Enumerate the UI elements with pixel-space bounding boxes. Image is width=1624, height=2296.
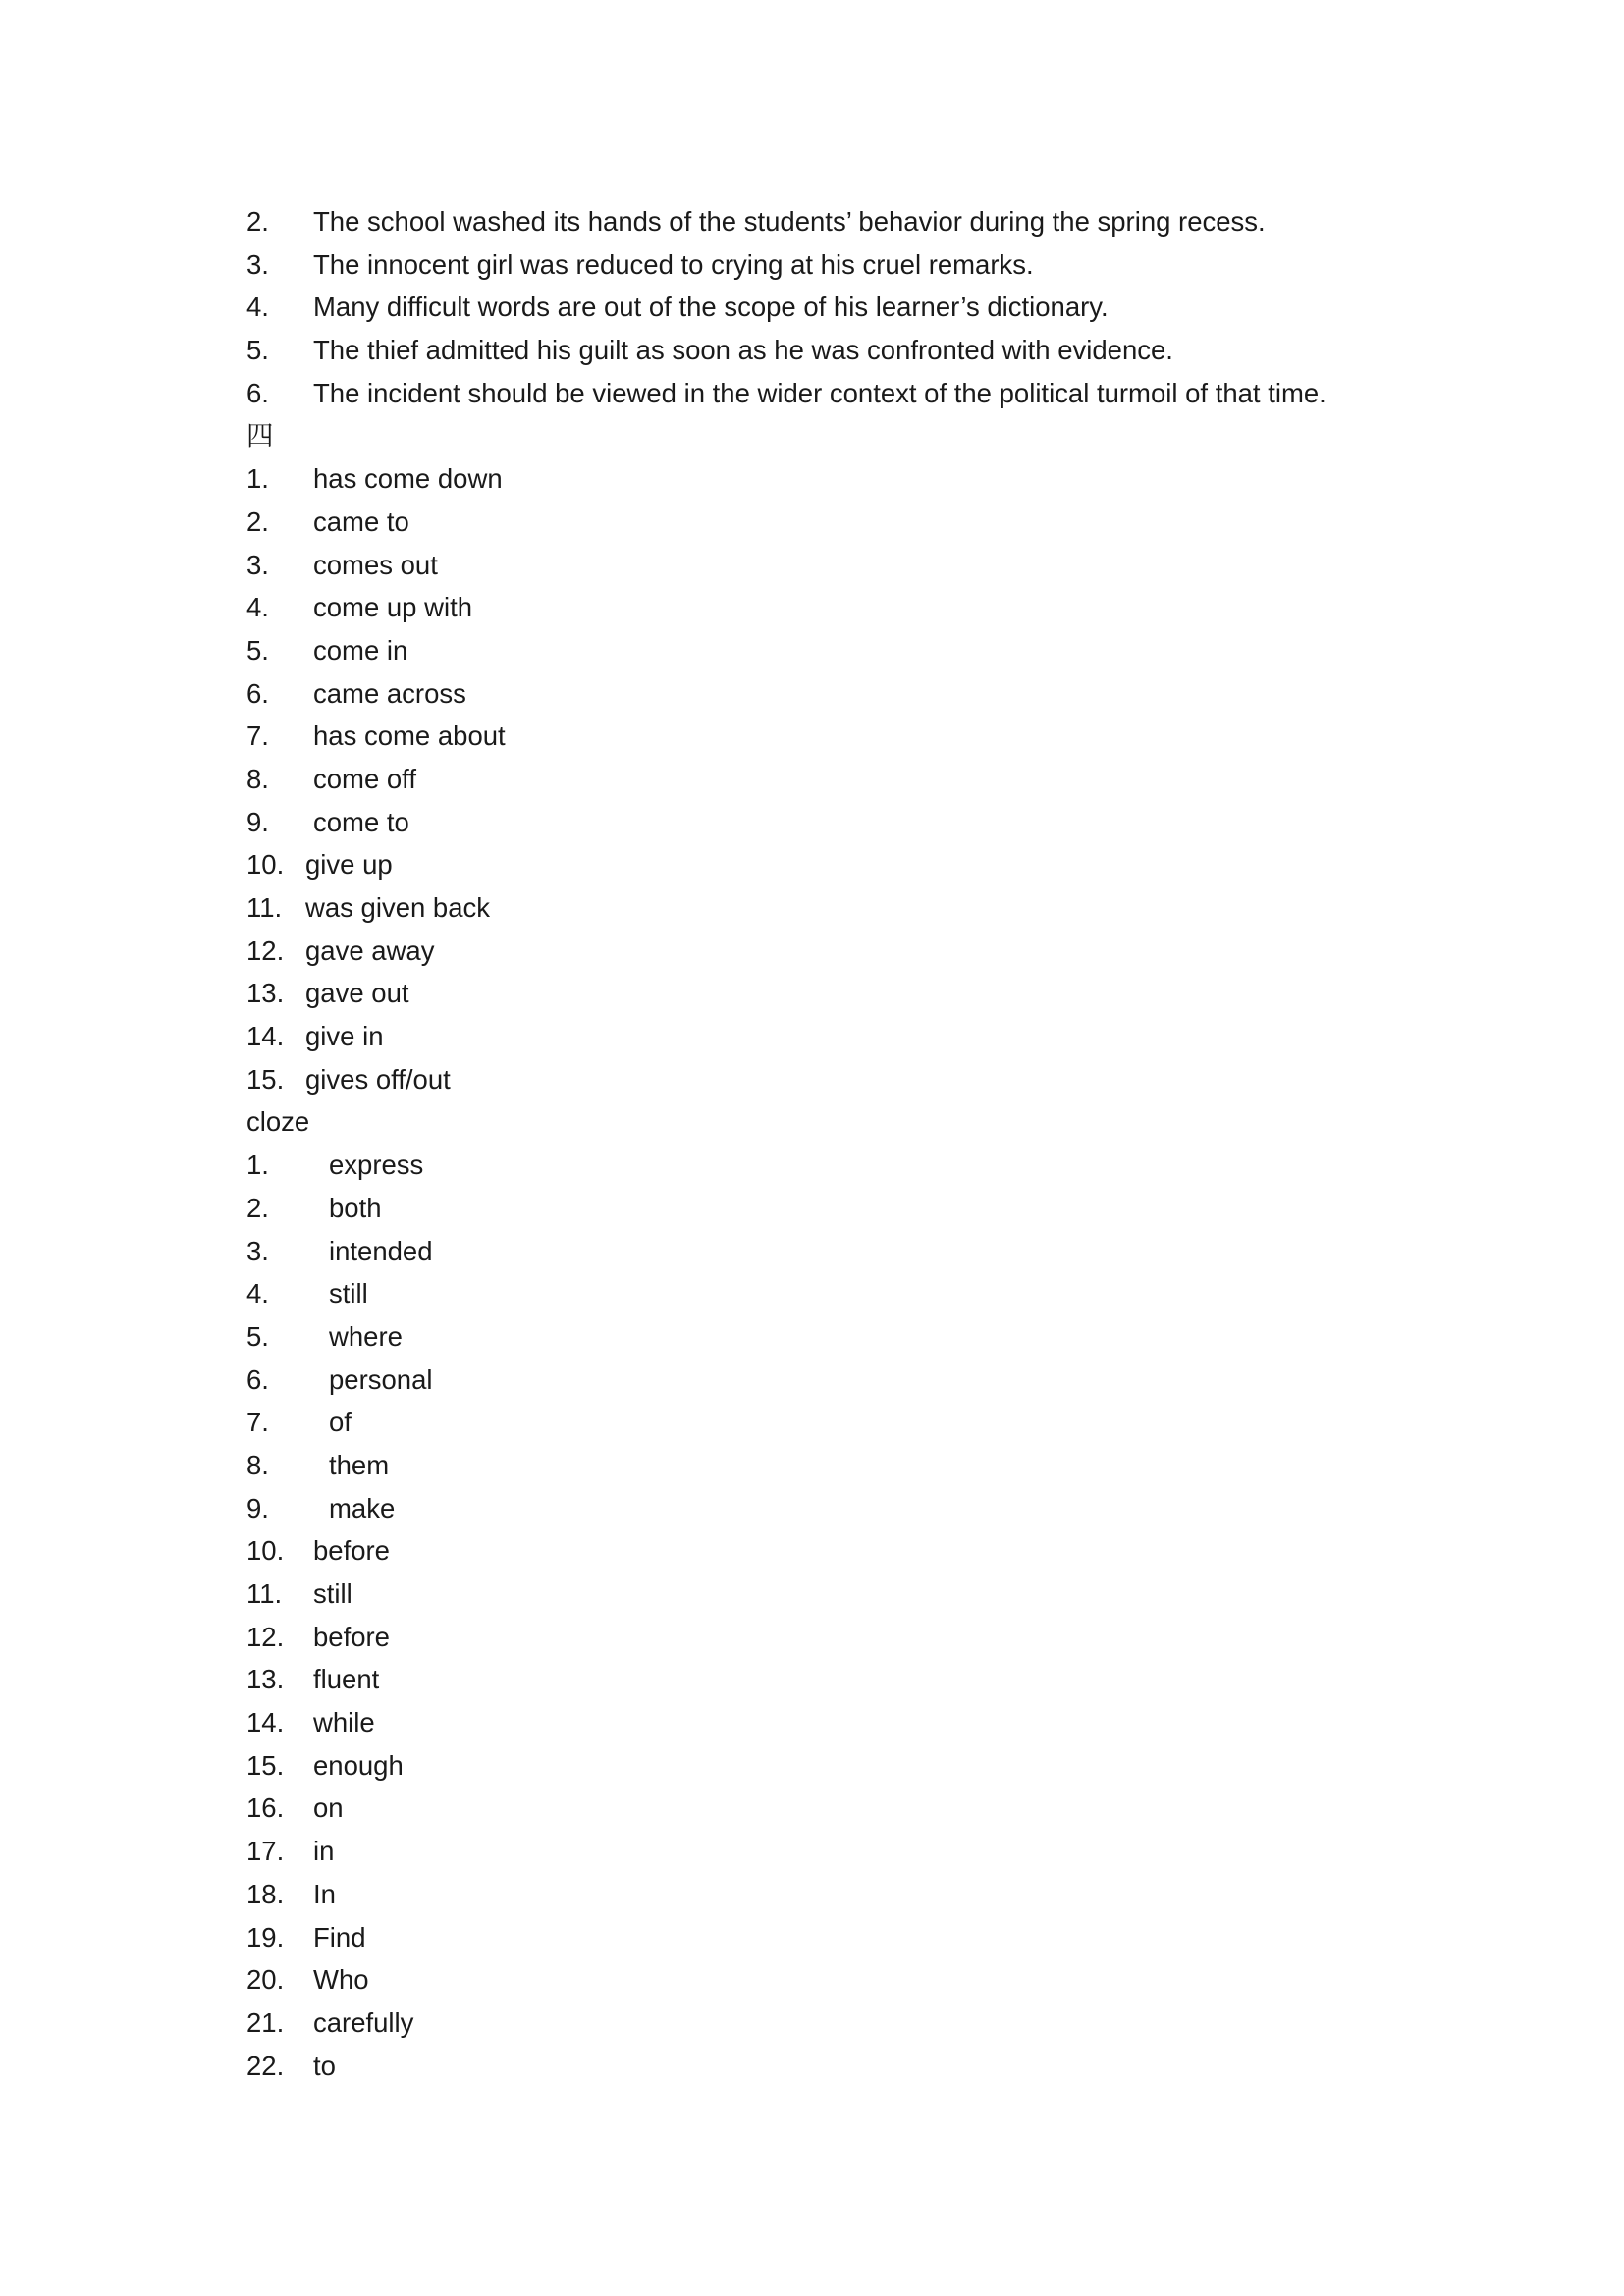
item-text: on [313,1792,344,1824]
list-item [246,1272,1474,1315]
item-text: in [313,1836,335,1867]
item-number: 12. [246,1621,285,1652]
list-item [246,243,1474,287]
item-text: before [313,1621,390,1652]
item-text: has come down [313,463,503,495]
list-item [246,1744,1474,1788]
item-text: Who [313,1964,369,1996]
item-number: 9. [246,806,269,837]
item-number: 19. [246,1921,285,1952]
list-item [246,1529,1474,1573]
list-item [246,629,1474,672]
item-number: 5. [246,634,269,666]
list-item [246,1830,1474,1873]
item-text: before [313,1535,390,1567]
item-number: 3. [246,549,269,580]
list-item [246,1873,1474,1916]
item-text: came to [313,506,409,537]
list-item [246,1701,1474,1744]
item-number: 1. [246,1149,269,1181]
item-text: fluent [313,1664,380,1695]
list-item [246,801,1474,844]
item-text: come to [313,806,409,837]
item-text: give in [305,1021,384,1052]
item-number: 12. [246,934,285,966]
item-text: carefully [313,2006,414,2038]
item-text: has come about [313,721,506,752]
item-number: 21. [246,2006,285,2038]
item-number: 22. [246,2050,285,2081]
item-text: where [329,1320,403,1352]
item-text: to [313,2050,336,2081]
list-item [246,1958,1474,2002]
item-text: was given back [305,892,491,923]
item-text: intended [329,1235,433,1266]
item-text: come off [313,763,416,794]
list-item [246,1315,1474,1359]
item-text: still [313,1578,352,1609]
item-number: 4. [246,1278,269,1309]
list-item [246,1401,1474,1444]
list-item [246,2045,1474,2088]
item-text: gave away [305,934,435,966]
item-text: In [313,1878,336,1909]
item-number: 6. [246,677,269,709]
list-item [246,1015,1474,1058]
item-number: 14. [246,1707,285,1738]
section-heading-text: cloze [246,1106,310,1138]
item-number: 7. [246,721,269,752]
list-item [246,1058,1474,1101]
list-item [246,1616,1474,1659]
list-item [246,501,1474,544]
list-item [246,286,1474,329]
item-number: 8. [246,1449,269,1480]
list-item [246,1487,1474,1530]
item-number: 15. [246,1063,285,1095]
list-item [246,1144,1474,1187]
item-number: 11. [246,1578,283,1609]
item-text: come in [313,634,408,666]
list-item [246,372,1474,415]
list-item [246,843,1474,886]
item-text: still [329,1278,368,1309]
item-number: 10. [246,1535,285,1567]
list-item [246,886,1474,930]
item-text: The incident should be viewed in the wider context of the political turmoil of that time. [313,377,1326,408]
section-heading-cloze [246,1100,1474,1144]
item-number: 15. [246,1749,285,1781]
item-number: 17. [246,1836,285,1867]
item-number: 10. [246,849,285,881]
item-number: 2. [246,506,269,537]
list-item [246,329,1474,372]
item-number: 8. [246,763,269,794]
item-number: 20. [246,1964,285,1996]
item-number: 13. [246,1664,285,1695]
item-number: 11. [246,892,283,923]
list-item [246,1359,1474,1402]
item-number: 5. [246,335,269,366]
list-item [246,200,1474,243]
list-item [246,586,1474,629]
item-text: Many difficult words are out of the scope of his learner’s dictionary. [313,292,1109,323]
list-item [246,1230,1474,1273]
item-text: give up [305,849,393,881]
item-text: them [329,1449,390,1480]
item-text: make [329,1492,396,1523]
item-text: while [313,1707,375,1738]
item-text: come up with [313,592,473,623]
item-number: 14. [246,1021,285,1052]
item-text: gives off/out [305,1063,451,1095]
list-item [246,457,1474,501]
list-item [246,1573,1474,1616]
item-number: 4. [246,592,269,623]
list-item [246,1444,1474,1487]
item-text: came across [313,677,466,709]
list-item [246,672,1474,716]
item-number: 16. [246,1792,285,1824]
item-number: 4. [246,292,269,323]
item-number: 7. [246,1407,269,1438]
list-item [246,544,1474,587]
item-text: The thief admitted his guilt as soon as he was confronted with evidence. [313,335,1173,366]
item-number: 5. [246,1320,269,1352]
item-number: 13. [246,978,285,1009]
section-heading-text: 四 [246,420,274,452]
list-item [246,930,1474,973]
item-text: The innocent girl was reduced to crying at his cruel remarks. [313,248,1034,280]
section-heading-si [246,414,1474,457]
list-item [246,1787,1474,1830]
item-text: comes out [313,549,438,580]
item-number: 18. [246,1878,285,1909]
list-item [246,1916,1474,1959]
item-number: 2. [246,206,269,237]
item-text: The school washed its hands of the students’ behavior during the spring recess. [313,206,1266,237]
item-text: both [329,1192,382,1223]
list-item [246,972,1474,1015]
item-number: 6. [246,1363,269,1395]
item-text: express [329,1149,424,1181]
list-item [246,758,1474,801]
item-text: of [329,1407,352,1438]
item-number: 6. [246,377,269,408]
answer-list [246,200,1474,2087]
list-item [246,1187,1474,1230]
list-item [246,2002,1474,2045]
item-number: 1. [246,463,269,495]
list-item [246,1658,1474,1701]
item-text: personal [329,1363,433,1395]
item-number: 2. [246,1192,269,1223]
item-number: 3. [246,1235,269,1266]
list-item [246,715,1474,758]
item-number: 9. [246,1492,269,1523]
item-text: gave out [305,978,409,1009]
item-number: 3. [246,248,269,280]
item-text: Find [313,1921,366,1952]
item-text: enough [313,1749,404,1781]
